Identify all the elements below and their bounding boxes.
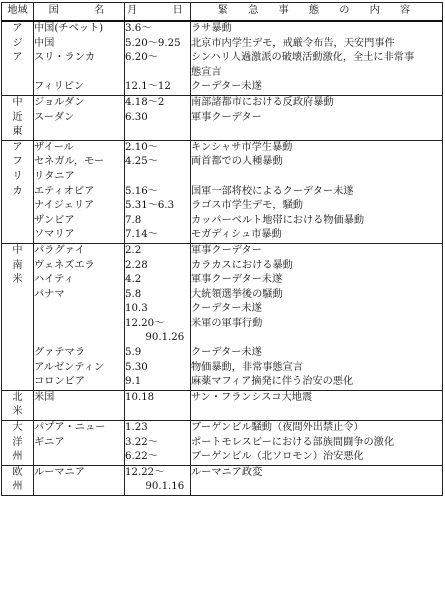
content-cell bbox=[191, 140, 443, 243]
date-line: 12.1～12 bbox=[125, 81, 171, 93]
country-cell bbox=[34, 465, 125, 495]
date-line: 7.14～ bbox=[125, 229, 158, 241]
content-line: ブーゲンビル騒動（夜間外出禁止令） bbox=[191, 422, 364, 434]
content-line: ポートモレスビーにおける部族間闘争の激化 bbox=[191, 436, 395, 448]
country-line bbox=[34, 480, 124, 495]
country-cell bbox=[34, 140, 125, 243]
content-line: クーデター未遂 bbox=[191, 347, 262, 359]
date-line: 3.22～ bbox=[125, 436, 158, 448]
country-cell bbox=[34, 421, 125, 466]
content-cell bbox=[191, 95, 443, 140]
table-body bbox=[2, 21, 443, 496]
content-cell bbox=[191, 465, 443, 495]
date-line: 5.30 bbox=[125, 361, 148, 373]
content-line: ラサ暴動 bbox=[191, 23, 232, 34]
date-line: 10.18 bbox=[125, 391, 155, 403]
country-line: フィリピン bbox=[34, 81, 85, 93]
content-line: カラカスにおける暴動 bbox=[191, 259, 293, 271]
country-line bbox=[34, 317, 124, 332]
region-char: ア bbox=[12, 141, 23, 153]
date-line: 1.23 bbox=[125, 422, 148, 434]
country-line: エティオピア bbox=[34, 185, 95, 197]
country-line bbox=[34, 331, 124, 346]
content-line: 麻薬マフィア摘発に伴う治安の悪化 bbox=[191, 376, 354, 388]
country-line: スーダン bbox=[34, 111, 75, 123]
content-line: 南部諸都市における反政府暴動 bbox=[191, 96, 334, 108]
date-line: 5.8 bbox=[125, 288, 142, 300]
country-line: ジョルダン bbox=[34, 96, 85, 108]
region-char: リ bbox=[12, 170, 23, 182]
country-line: ザンビア bbox=[34, 214, 75, 226]
date-line: 4.2 bbox=[125, 274, 142, 286]
country-cell bbox=[34, 243, 125, 390]
date-line: 12.20～ bbox=[125, 317, 165, 329]
date-line: 3.6～ bbox=[125, 23, 152, 34]
country-line: ヴェネズエラ bbox=[34, 259, 95, 271]
date-line: 90.1.16 bbox=[125, 481, 185, 493]
country-line: アルゼンティン bbox=[34, 361, 105, 373]
country-line: 中国(チベット) bbox=[34, 23, 104, 34]
region-row bbox=[2, 21, 443, 95]
content-line: クーデター未遂 bbox=[191, 303, 262, 315]
region-label bbox=[2, 140, 34, 243]
content-line: ルーマニア政変 bbox=[191, 466, 263, 478]
country-line: コロンビア bbox=[34, 376, 85, 388]
country-line: パプア・ニュー bbox=[34, 422, 106, 434]
header-row bbox=[2, 3, 443, 22]
date-cell bbox=[125, 140, 191, 243]
header-date: 月 日 bbox=[125, 3, 191, 22]
date-line bbox=[125, 170, 190, 185]
content-line: 態宣言 bbox=[191, 66, 222, 78]
region-label bbox=[2, 95, 34, 140]
content-line: カッパーベルト地帯における物価暴動 bbox=[191, 214, 365, 226]
region-char: フ bbox=[12, 156, 23, 168]
date-line: 10.3 bbox=[125, 303, 148, 315]
country-line: リタニア bbox=[34, 170, 75, 182]
content-line: 米軍の軍事行動 bbox=[191, 317, 263, 329]
region-label bbox=[2, 465, 34, 495]
region-char: 東 bbox=[12, 126, 23, 138]
region-char: 中 bbox=[12, 96, 23, 108]
content-line: キンシャサ市学生暴動 bbox=[191, 141, 293, 153]
date-line: 5.31～6.3 bbox=[125, 200, 175, 212]
date-line: 7.8 bbox=[125, 214, 142, 226]
content-cell bbox=[191, 243, 443, 390]
content-cell bbox=[191, 421, 443, 466]
content-line: 国軍一部将校によるクーデター未遂 bbox=[191, 185, 354, 197]
region-char: 米 bbox=[12, 406, 23, 418]
country-line: グァテマラ bbox=[34, 347, 85, 359]
content-line: 大統領選挙後の騒動 bbox=[191, 288, 283, 300]
content-line: モガディシュ市暴動 bbox=[191, 229, 282, 241]
country-line: セネガル，モー bbox=[34, 156, 105, 168]
region-char: 州 bbox=[12, 481, 23, 493]
content-line: サン・フランシスコ大地震 bbox=[191, 391, 313, 403]
region-char: 北 bbox=[12, 391, 23, 403]
content-line: 軍事クーデター bbox=[191, 244, 262, 256]
country-line bbox=[34, 66, 124, 81]
date-line: 12.22～ bbox=[125, 466, 165, 478]
header-content: 緊 急 事 態 の 内 容 bbox=[191, 3, 443, 22]
header-region: 地域 bbox=[2, 3, 34, 22]
country-line bbox=[34, 302, 124, 317]
region-char: 近 bbox=[12, 111, 23, 123]
country-line: 中国 bbox=[34, 37, 55, 49]
date-line: 2.10～ bbox=[125, 141, 158, 153]
country-line: ハイティ bbox=[34, 274, 74, 286]
date-cell bbox=[125, 390, 191, 420]
date-cell bbox=[125, 465, 191, 495]
region-label bbox=[2, 243, 34, 390]
date-cell bbox=[125, 21, 191, 95]
date-line: 9.1 bbox=[125, 376, 142, 388]
content-line bbox=[191, 331, 442, 346]
date-cell bbox=[125, 243, 191, 390]
content-line: 北京市内学生デモ，戒厳令布告，天安門事件 bbox=[191, 37, 395, 49]
region-char: 欧 bbox=[12, 466, 23, 478]
region-row bbox=[2, 390, 443, 420]
region-char: 中 bbox=[12, 244, 23, 256]
country-line: ギニア bbox=[34, 436, 65, 448]
region-char: ア bbox=[12, 23, 23, 34]
country-line: スリ・ランカ bbox=[34, 52, 96, 64]
country-cell bbox=[34, 390, 125, 420]
date-line: 5.9 bbox=[125, 347, 142, 359]
region-row bbox=[2, 140, 443, 243]
region-char: 南 bbox=[12, 259, 23, 271]
content-line: 軍事クーデター未遂 bbox=[191, 274, 283, 286]
region-char: ジ bbox=[12, 37, 23, 49]
content-line: シンハリ人過激派の破壊活動激化，全土に非常事 bbox=[191, 52, 415, 64]
content-line bbox=[191, 170, 442, 185]
date-line: 6.30 bbox=[125, 111, 148, 123]
content-line: ラゴス市学生デモ，騒動 bbox=[191, 200, 303, 212]
region-label bbox=[2, 390, 34, 420]
date-line: 6.20～ bbox=[125, 52, 158, 64]
region-label bbox=[2, 21, 34, 95]
emergency-events-table bbox=[1, 2, 443, 496]
region-row bbox=[2, 95, 443, 140]
content-cell bbox=[191, 390, 443, 420]
region-char: 大 bbox=[12, 422, 23, 434]
country-line: パラグァイ bbox=[34, 244, 85, 256]
date-line: 4.25～ bbox=[125, 156, 158, 168]
content-cell bbox=[191, 21, 443, 95]
content-line: ブーゲンビル（北ソロモン）治安悪化 bbox=[191, 451, 364, 463]
country-line: 米国 bbox=[34, 391, 55, 403]
country-line: ナイジェリア bbox=[34, 200, 95, 212]
country-cell bbox=[34, 21, 125, 95]
country-line: ザイール bbox=[34, 141, 74, 153]
country-line: ルーマニア bbox=[34, 466, 85, 478]
content-line: クーデター未遂 bbox=[191, 81, 262, 93]
date-line bbox=[125, 66, 190, 81]
region-char: 洋 bbox=[12, 436, 23, 448]
country-cell bbox=[34, 95, 125, 140]
date-cell bbox=[125, 95, 191, 140]
region-char: ア bbox=[12, 52, 23, 64]
country-line bbox=[34, 450, 124, 465]
region-row bbox=[2, 243, 443, 390]
region-char: カ bbox=[12, 185, 23, 197]
date-line: 2.28 bbox=[125, 259, 148, 271]
content-line bbox=[191, 480, 442, 495]
country-line: ソマリア bbox=[34, 229, 75, 241]
content-line: 軍事クーデター bbox=[191, 111, 262, 123]
date-line: 4.18～2 bbox=[125, 96, 165, 108]
date-line: 2.2 bbox=[125, 244, 142, 256]
date-line: 6.22～ bbox=[125, 451, 158, 463]
region-char: 米 bbox=[12, 274, 23, 286]
date-cell bbox=[125, 421, 191, 466]
region-row bbox=[2, 465, 443, 495]
region-row bbox=[2, 421, 443, 466]
content-line: 物価暴動，非常事態宣言 bbox=[191, 361, 304, 373]
region-label bbox=[2, 421, 34, 466]
content-line: 両首都での人種暴動 bbox=[191, 156, 283, 168]
region-char: 州 bbox=[12, 451, 23, 463]
date-line: 5.20～9.25 bbox=[125, 37, 181, 49]
header-country: 国 名 bbox=[34, 3, 125, 22]
country-line: パナマ bbox=[34, 288, 65, 300]
date-line: 90.1.26 bbox=[125, 332, 185, 344]
date-line: 5.16～ bbox=[125, 185, 158, 197]
